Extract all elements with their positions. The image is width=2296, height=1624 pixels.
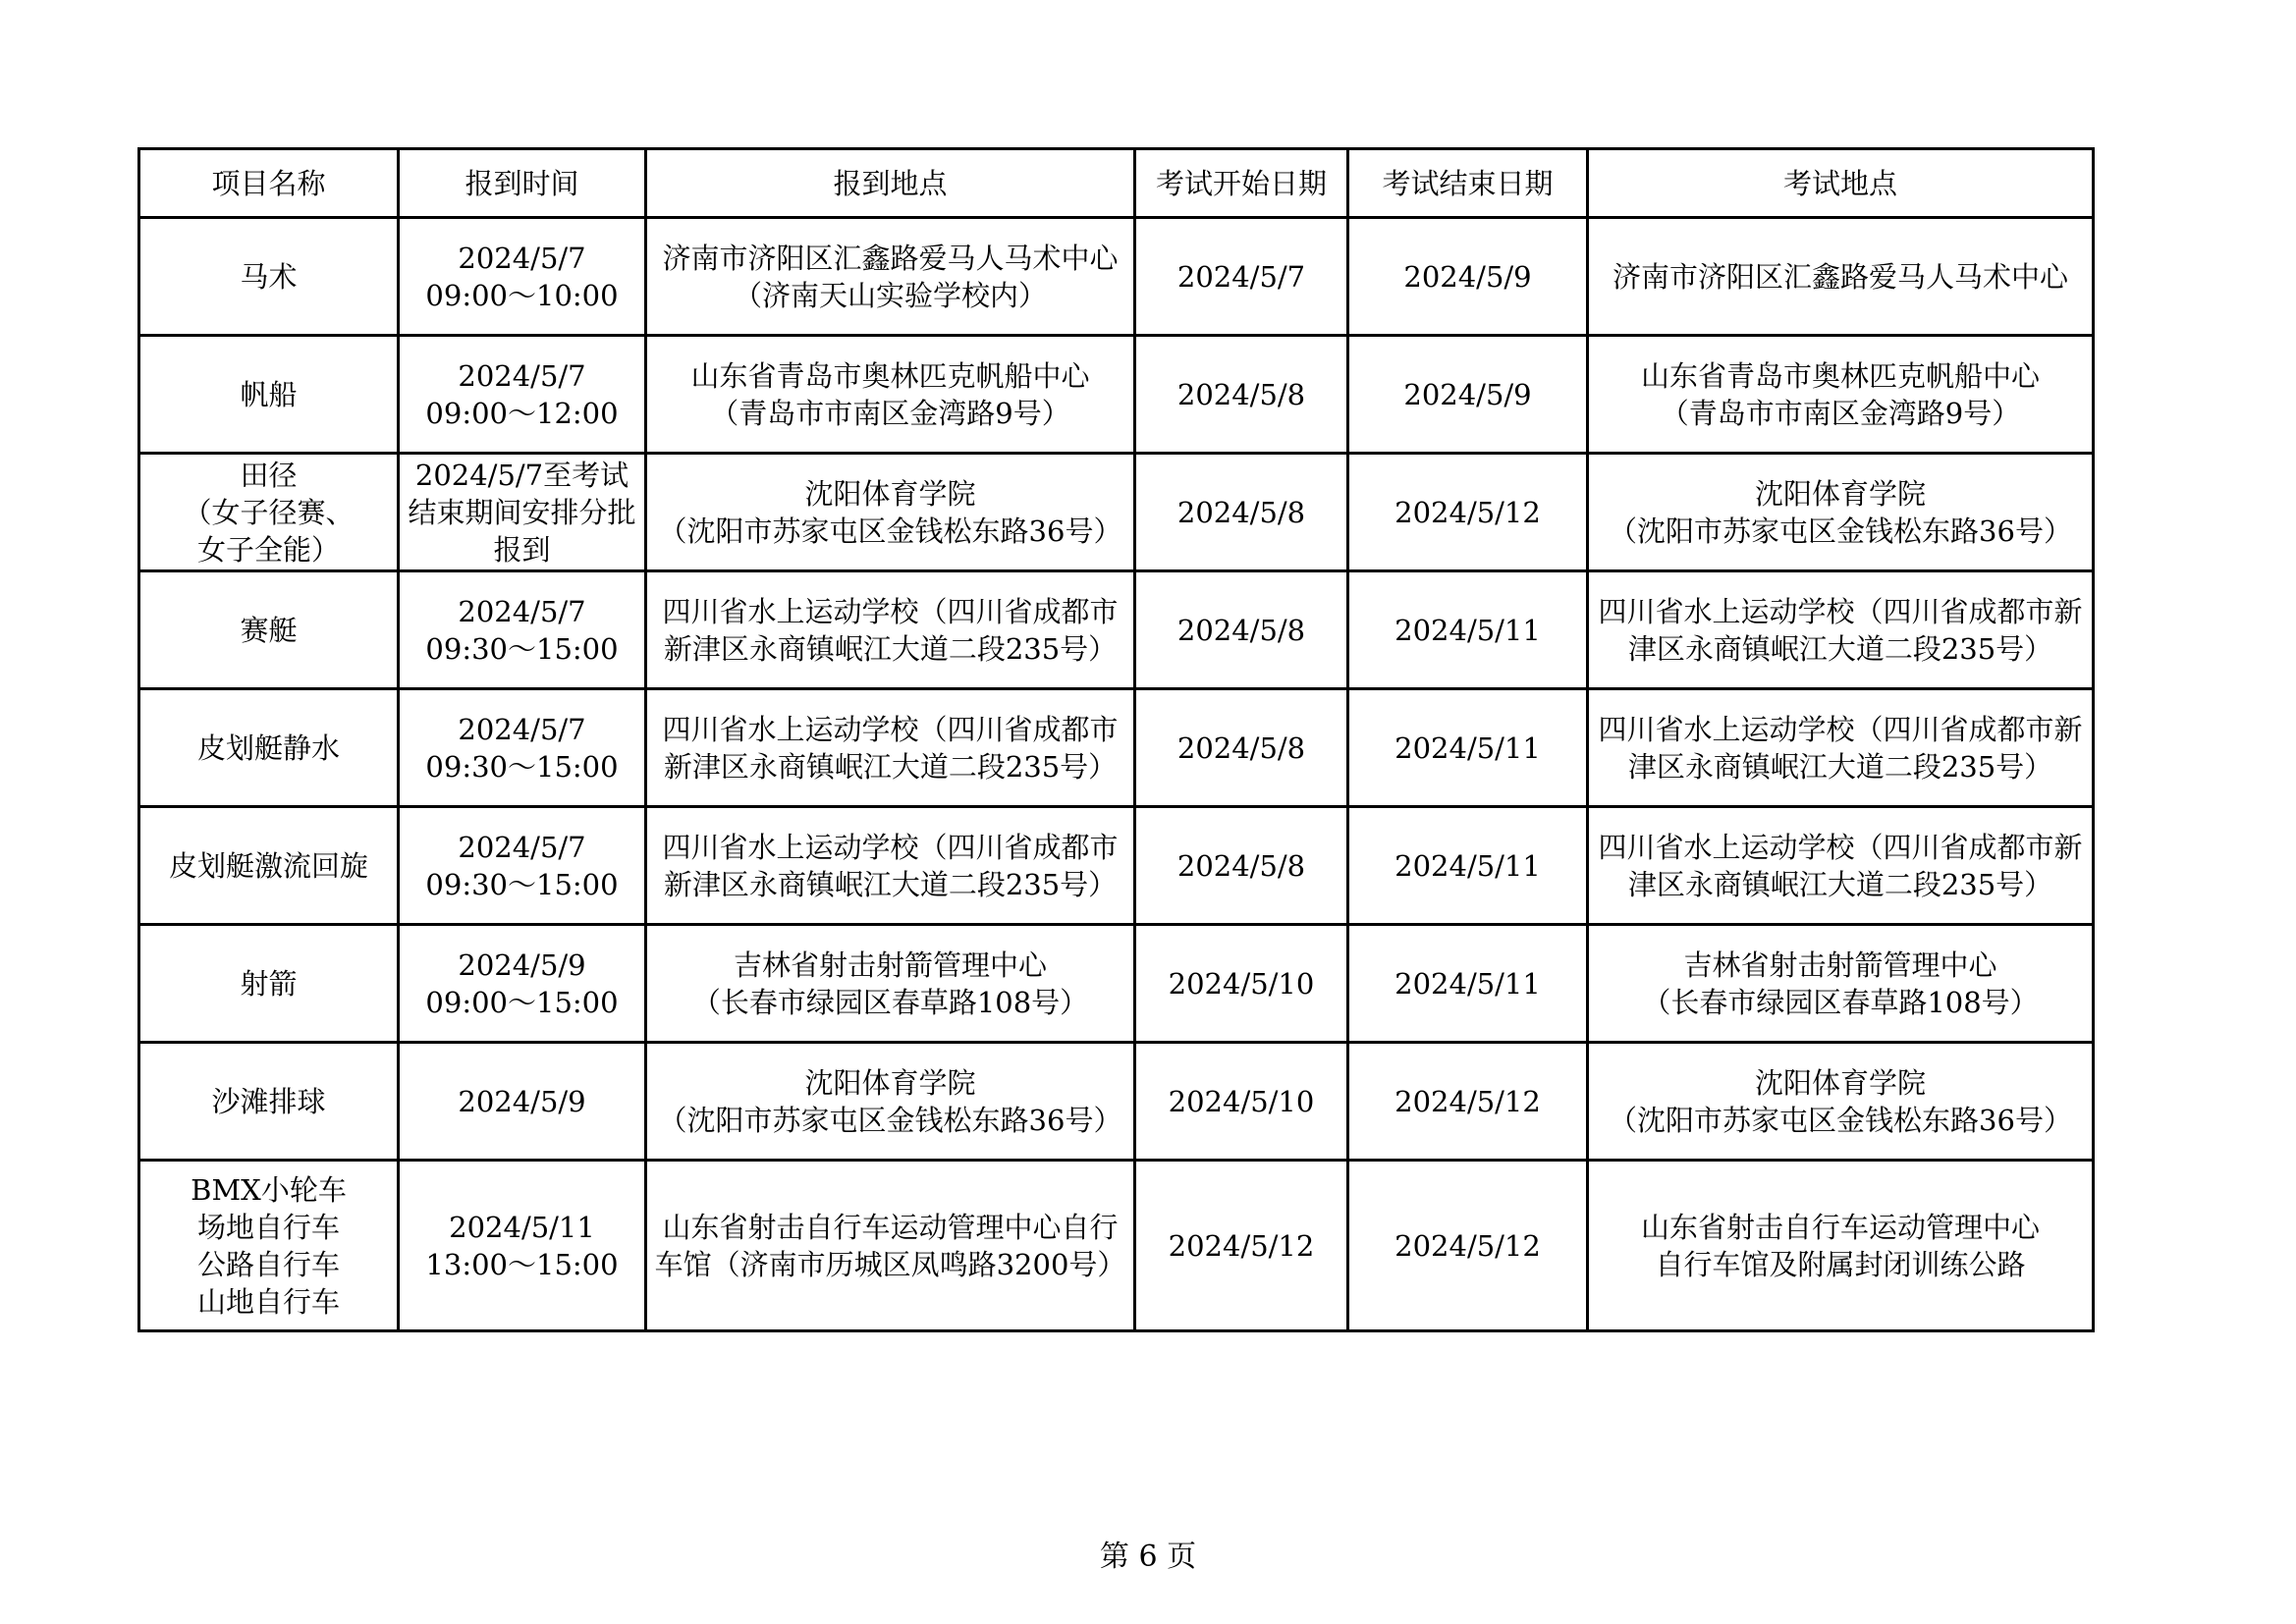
cell-project: BMX小轮车 场地自行车 公路自行车 山地自行车 xyxy=(139,1161,399,1331)
cell-exam-end: 2024/5/12 xyxy=(1348,454,1588,571)
cell-project: 赛艇 xyxy=(139,571,399,689)
header-exam-end: 考试结束日期 xyxy=(1348,149,1588,218)
table-header-row xyxy=(139,149,2094,218)
cell-checkin-time: 2024/5/7 09:00～10:00 xyxy=(399,218,646,336)
cell-checkin-place: 四川省水上运动学校（四川省成都市新津区永商镇岷江大道二段235号） xyxy=(646,571,1135,689)
cell-exam-end: 2024/5/12 xyxy=(1348,1161,1588,1331)
cell-exam-place: 四川省水上运动学校（四川省成都市新津区永商镇岷江大道二段235号） xyxy=(1588,807,2094,925)
cell-checkin-time: 2024/5/7 09:00～12:00 xyxy=(399,336,646,454)
cell-checkin-place: 四川省水上运动学校（四川省成都市新津区永商镇岷江大道二段235号） xyxy=(646,807,1135,925)
cell-checkin-time: 2024/5/7 09:30～15:00 xyxy=(399,689,646,807)
table-row xyxy=(139,1161,2094,1331)
cell-exam-start: 2024/5/10 xyxy=(1135,1043,1348,1161)
cell-checkin-place: 山东省射击自行车运动管理中心自行车馆（济南市历城区凤鸣路3200号） xyxy=(646,1161,1135,1331)
cell-checkin-time: 2024/5/9 xyxy=(399,1043,646,1161)
cell-exam-end: 2024/5/11 xyxy=(1348,925,1588,1043)
table-row xyxy=(139,925,2094,1043)
table-row xyxy=(139,1043,2094,1161)
cell-checkin-time: 2024/5/7 09:30～15:00 xyxy=(399,807,646,925)
cell-exam-end: 2024/5/11 xyxy=(1348,689,1588,807)
table-row xyxy=(139,218,2094,336)
header-exam-start: 考试开始日期 xyxy=(1135,149,1348,218)
cell-exam-place: 四川省水上运动学校（四川省成都市新津区永商镇岷江大道二段235号） xyxy=(1588,571,2094,689)
cell-checkin-place: 沈阳体育学院 （沈阳市苏家屯区金钱松东路36号） xyxy=(646,454,1135,571)
header-checkin-place: 报到地点 xyxy=(646,149,1135,218)
cell-checkin-time: 2024/5/7至考试结束期间安排分批报到 xyxy=(399,454,646,571)
cell-project: 马术 xyxy=(139,218,399,336)
cell-exam-place: 吉林省射击射箭管理中心 （长春市绿园区春草路108号） xyxy=(1588,925,2094,1043)
header-project: 项目名称 xyxy=(139,149,399,218)
cell-exam-place: 山东省射击自行车运动管理中心 自行车馆及附属封闭训练公路 xyxy=(1588,1161,2094,1331)
cell-checkin-place: 四川省水上运动学校（四川省成都市新津区永商镇岷江大道二段235号） xyxy=(646,689,1135,807)
cell-checkin-place: 山东省青岛市奥林匹克帆船中心 （青岛市市南区金湾路9号） xyxy=(646,336,1135,454)
table-row xyxy=(139,689,2094,807)
cell-exam-place: 济南市济阳区汇鑫路爱马人马术中心 xyxy=(1588,218,2094,336)
table-row xyxy=(139,454,2094,571)
cell-exam-start: 2024/5/7 xyxy=(1135,218,1348,336)
table-row xyxy=(139,807,2094,925)
cell-project: 帆船 xyxy=(139,336,399,454)
cell-exam-place: 四川省水上运动学校（四川省成都市新津区永商镇岷江大道二段235号） xyxy=(1588,689,2094,807)
cell-exam-place: 沈阳体育学院 （沈阳市苏家屯区金钱松东路36号） xyxy=(1588,454,2094,571)
cell-exam-start: 2024/5/8 xyxy=(1135,571,1348,689)
cell-exam-start: 2024/5/8 xyxy=(1135,689,1348,807)
cell-exam-start: 2024/5/10 xyxy=(1135,925,1348,1043)
cell-exam-start: 2024/5/8 xyxy=(1135,807,1348,925)
page-number: 第 6 页 xyxy=(1099,1540,1197,1574)
cell-project: 田径 （女子径赛、 女子全能） xyxy=(139,454,399,571)
cell-checkin-place: 沈阳体育学院 （沈阳市苏家屯区金钱松东路36号） xyxy=(646,1043,1135,1161)
cell-exam-end: 2024/5/9 xyxy=(1348,336,1588,454)
cell-project: 皮划艇激流回旋 xyxy=(139,807,399,925)
cell-exam-start: 2024/5/12 xyxy=(1135,1161,1348,1331)
table-row xyxy=(139,336,2094,454)
cell-exam-start: 2024/5/8 xyxy=(1135,336,1348,454)
header-exam-place: 考试地点 xyxy=(1588,149,2094,218)
header-checkin-time: 报到时间 xyxy=(399,149,646,218)
cell-checkin-time: 2024/5/11 13:00～15:00 xyxy=(399,1161,646,1331)
cell-checkin-time: 2024/5/7 09:30～15:00 xyxy=(399,571,646,689)
exam-schedule-table xyxy=(137,147,2095,1332)
cell-exam-start: 2024/5/8 xyxy=(1135,454,1348,571)
cell-exam-place: 山东省青岛市奥林匹克帆船中心 （青岛市市南区金湾路9号） xyxy=(1588,336,2094,454)
cell-exam-end: 2024/5/12 xyxy=(1348,1043,1588,1161)
cell-project: 沙滩排球 xyxy=(139,1043,399,1161)
table-row xyxy=(139,571,2094,689)
cell-checkin-place: 吉林省射击射箭管理中心 （长春市绿园区春草路108号） xyxy=(646,925,1135,1043)
cell-exam-end: 2024/5/11 xyxy=(1348,807,1588,925)
cell-exam-end: 2024/5/11 xyxy=(1348,571,1588,689)
cell-exam-place: 沈阳体育学院 （沈阳市苏家屯区金钱松东路36号） xyxy=(1588,1043,2094,1161)
cell-exam-end: 2024/5/9 xyxy=(1348,218,1588,336)
cell-project: 射箭 xyxy=(139,925,399,1043)
cell-checkin-place: 济南市济阳区汇鑫路爱马人马术中心（济南天山实验学校内） xyxy=(646,218,1135,336)
cell-checkin-time: 2024/5/9 09:00～15:00 xyxy=(399,925,646,1043)
cell-project: 皮划艇静水 xyxy=(139,689,399,807)
